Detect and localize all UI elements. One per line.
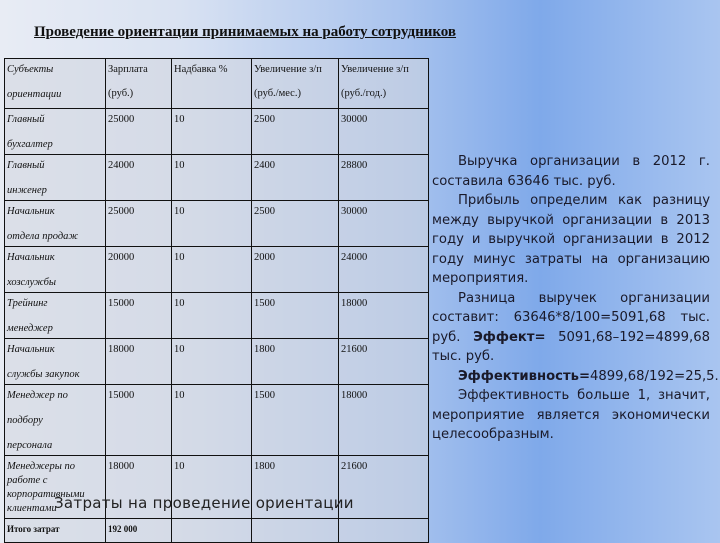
row-salary: 18000	[106, 456, 172, 519]
header-bonus: Надбавка %	[172, 59, 252, 109]
header-monthly-increase: Увеличение з/п (руб./мес.)	[252, 59, 339, 109]
table-row	[5, 155, 429, 201]
total-label: Итого затрат	[5, 519, 106, 543]
table-row	[5, 109, 429, 155]
row-subject: Начальник службы закупок	[5, 339, 106, 385]
row-bonus: 10	[172, 385, 252, 456]
row-salary: 25000	[106, 109, 172, 155]
table-total-row	[5, 519, 429, 543]
row-subject: Начальник отдела продаж	[5, 201, 106, 247]
total-empty-cell	[172, 519, 252, 543]
row-salary: 25000	[106, 201, 172, 247]
row-monthly: 1500	[252, 385, 339, 456]
row-bonus: 10	[172, 456, 252, 519]
row-yearly: 30000	[339, 109, 429, 155]
orientation-cost-table	[4, 58, 429, 543]
row-salary: 18000	[106, 339, 172, 385]
total-value: 192 000	[106, 519, 172, 543]
row-bonus: 10	[172, 339, 252, 385]
explanation-text	[432, 152, 719, 445]
row-monthly: 1500	[252, 293, 339, 339]
revenue-paragraph: Выручка организации в 2012 г. составила 63646 тыс. руб.	[432, 154, 710, 189]
row-subject: Начальник хозслужбы	[5, 247, 106, 293]
table-header-row	[5, 59, 429, 109]
table-row	[5, 293, 429, 339]
row-yearly: 28800	[339, 155, 429, 201]
row-monthly: 1800	[252, 339, 339, 385]
row-subject: Трейнинг менеджер	[5, 293, 106, 339]
row-monthly: 1800	[252, 456, 339, 519]
header-salary: Зарплата (руб.)	[106, 59, 172, 109]
row-yearly: 21600	[339, 339, 429, 385]
row-subject: Менеджеры по работе с корпоративными клиентами	[5, 456, 106, 519]
effect-paragraph: Разница выручек организации составит: 63646*8/100=5091,68 тыс. руб. Эффект= 5091,68–192=4899,68 тыс. руб.	[432, 290, 710, 364]
row-yearly: 21600	[339, 456, 429, 519]
total-empty-cell	[339, 519, 429, 543]
efficiency-paragraph: Эффективность=4899,68/192=25,5.	[458, 368, 719, 384]
row-yearly: 30000	[339, 201, 429, 247]
conclusion-paragraph: Эффективность больше 1, значит, мероприятие является экономически целесообразным.	[432, 388, 710, 442]
row-bonus: 10	[172, 155, 252, 201]
table-row	[5, 339, 429, 385]
row-bonus: 10	[172, 293, 252, 339]
row-bonus: 10	[172, 201, 252, 247]
table-row	[5, 385, 429, 456]
row-monthly: 2400	[252, 155, 339, 201]
page-title: Проведение ориентации принимаемых на работу сотрудников	[34, 24, 457, 40]
row-bonus: 10	[172, 109, 252, 155]
header-yearly-increase: Увеличение з/п (руб./год.)	[339, 59, 429, 109]
table-row	[5, 247, 429, 293]
row-subject: Главный бухгалтер	[5, 109, 106, 155]
costs-caption: Затраты на проведение ориентации	[54, 494, 354, 512]
header-subjects: Субъекты ориентации	[5, 59, 106, 109]
total-empty-cell	[252, 519, 339, 543]
row-yearly: 24000	[339, 247, 429, 293]
row-bonus: 10	[172, 247, 252, 293]
row-monthly: 2000	[252, 247, 339, 293]
row-salary: 20000	[106, 247, 172, 293]
row-monthly: 2500	[252, 109, 339, 155]
row-yearly: 18000	[339, 293, 429, 339]
row-yearly: 18000	[339, 385, 429, 456]
profit-paragraph: Прибыль определим как разницу между выручкой организации в 2013 году и выручкой организации в 2012 году минус затраты на организацию мероприятия.	[432, 193, 710, 286]
row-subject: Менеджер по подбору персонала	[5, 385, 106, 456]
row-subject: Главный инженер	[5, 155, 106, 201]
table-row	[5, 201, 429, 247]
row-salary: 15000	[106, 293, 172, 339]
row-salary: 24000	[106, 155, 172, 201]
row-monthly: 2500	[252, 201, 339, 247]
row-salary: 15000	[106, 385, 172, 456]
